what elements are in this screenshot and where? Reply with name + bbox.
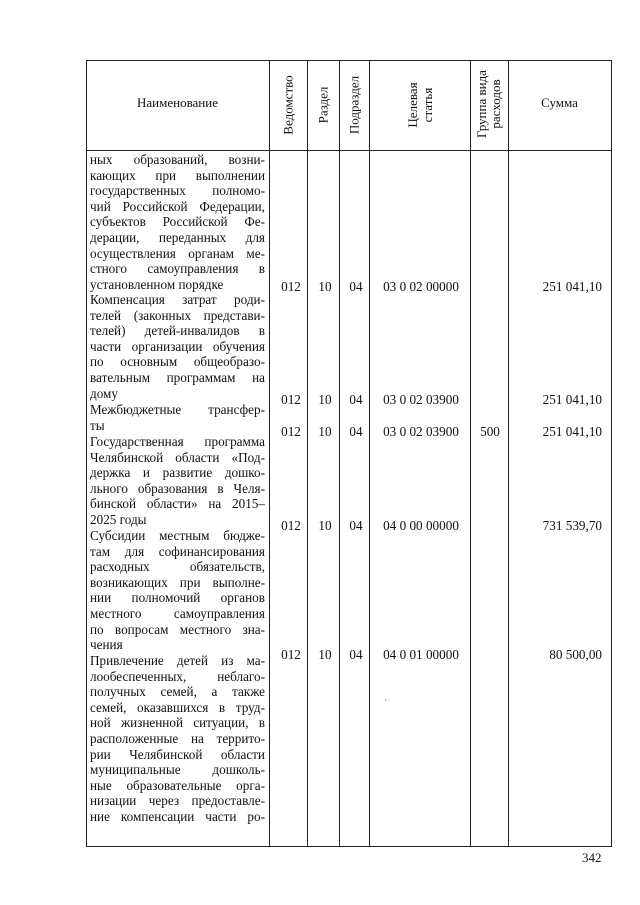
row-2-razdel: 10 [318, 392, 332, 407]
row-4-line: держка и развитие дошко- [90, 465, 265, 481]
col-border-name [269, 60, 270, 846]
row-5-razdel: 10 [318, 647, 332, 662]
row-4-celevaya: 04 0 00 00000 [383, 518, 459, 533]
row-5-line: возникающих при выполне- [90, 574, 265, 590]
row-5-vedomstvo: 012 [281, 647, 301, 662]
row-4-line: бинской области» на 2015– [90, 496, 265, 512]
row-2-line: дому [90, 385, 118, 401]
row-4-line: Челябинской области «Под- [90, 449, 265, 465]
col-border-left [86, 60, 87, 846]
row-6-line: лообеспеченных, неблаго- [90, 668, 265, 684]
row-1-line: субъектов Российской Фе- [90, 214, 265, 230]
row-5-podrazdel: 04 [349, 647, 363, 662]
header-razdel: Раздел [315, 86, 331, 124]
row-6-line: расположенные на террито- [90, 730, 265, 746]
row-4-razdel: 10 [318, 518, 332, 533]
row-5-line: чения [90, 637, 123, 653]
row-3-podrazdel: 04 [349, 424, 363, 439]
row-2-vedomstvo: 012 [281, 392, 301, 407]
row-2-line: телей (законных представи- [90, 307, 265, 323]
row-6-line: получных семей, а также [90, 684, 265, 700]
row-2-line: части организации обучения [90, 338, 265, 354]
row-5-name [90, 528, 265, 653]
col-border-right [611, 60, 612, 846]
page-number: 342 [582, 850, 602, 865]
row-3-line: Межбюджетные трансфер- [90, 402, 265, 417]
row-3-summa: 251 041,10 [542, 424, 602, 439]
row-5-line: местного самоуправления [90, 605, 265, 621]
row-6-name [90, 653, 265, 825]
row-1-summa: 251 041,10 [542, 279, 602, 294]
row-6-line: ной жизненной ситуации, в [90, 715, 265, 731]
row-2-line: телей) детей-инвалидов в [90, 323, 265, 339]
row-6-line: ные образовательные орга- [90, 777, 265, 793]
row-2-summa: 251 041,10 [542, 392, 602, 407]
row-3-vedomstvo: 012 [281, 424, 301, 439]
header-podrazdel: Подраздел [346, 75, 362, 135]
row-2-name [90, 292, 265, 401]
row-1-celevaya: 03 0 02 00000 [383, 279, 459, 294]
header-celevaya: Целевая статья [405, 82, 435, 128]
header-name: Наименование [137, 95, 218, 110]
row-4-podrazdel: 04 [349, 518, 363, 533]
row-2-podrazdel: 04 [349, 392, 363, 407]
row-1-vedomstvo: 012 [281, 279, 301, 294]
row-6-line: семей, оказавшихся в труд- [90, 699, 265, 715]
row-4-line: Государственная программа [90, 434, 265, 449]
table-bottom-border [86, 846, 612, 847]
row-2-line: Компенсация затрат роди- [90, 292, 265, 307]
row-6-line: муниципальные дошколь- [90, 762, 265, 778]
row-1-line: осуществления органам ме- [90, 245, 265, 261]
row-1-line: государственных полномо- [90, 183, 265, 199]
row-1-name [90, 152, 265, 292]
scan-mark: ` [384, 698, 387, 708]
header-vedomstvo: Ведомство [280, 75, 296, 135]
row-6-line: ние компенсации части ро- [90, 808, 265, 824]
row-1-razdel: 10 [318, 279, 332, 294]
row-1-line: стного самоуправления в [90, 261, 265, 277]
table-top-border [86, 60, 612, 61]
row-5-line: нии полномочий органов [90, 590, 265, 606]
row-4-vedomstvo: 012 [281, 518, 301, 533]
row-2-celevaya: 03 0 02 03900 [383, 392, 459, 407]
row-6-line: Привлечение детей из ма- [90, 653, 265, 668]
row-1-line: дерации, переданных для [90, 229, 265, 245]
row-4-summa: 731 539,70 [542, 518, 602, 533]
row-4-line: 2025 годы [90, 511, 147, 527]
header-summa: Сумма [541, 95, 578, 110]
row-5-celevaya: 04 0 01 00000 [383, 647, 459, 662]
row-1-line: кающих при выполнении [90, 167, 265, 183]
col-border-celevaya [470, 60, 471, 846]
row-6-line: низации через предоставле- [90, 793, 265, 809]
row-5-line: расходных обязательств, [90, 559, 265, 575]
row-5-line: по вопросам местного зна- [90, 621, 265, 637]
row-1-line: установленном порядке [90, 276, 224, 292]
col-border-podrazdel [369, 60, 370, 846]
row-5-line: Субсидии местным бюдже- [90, 528, 265, 543]
col-border-gruppa [508, 60, 509, 846]
col-border-vedomstvo [307, 60, 308, 846]
row-1-podrazdel: 04 [349, 279, 363, 294]
row-1-line: чий Российской Федерации, [90, 198, 265, 214]
row-4-line: льного образования в Челя- [90, 480, 265, 496]
row-3-celevaya: 03 0 02 03900 [383, 424, 459, 439]
row-6-line: рии Челябинской области [90, 746, 265, 762]
row-3-name [90, 402, 265, 433]
col-border-razdel [339, 60, 340, 846]
row-5-summa: 80 500,00 [549, 647, 602, 662]
row-2-line: вательным программам на [90, 369, 265, 385]
header-bottom-border [86, 150, 612, 151]
row-1-line: ных образований, возни- [90, 152, 265, 167]
row-3-line: ты [90, 417, 105, 433]
row-3-razdel: 10 [318, 424, 332, 439]
row-3-gruppa: 500 [480, 424, 500, 439]
row-4-name [90, 434, 265, 528]
header-gruppa: Группа вида расходов [474, 70, 503, 138]
row-2-line: по основным общеобразо- [90, 354, 265, 370]
row-5-line: там для софинансирования [90, 543, 265, 559]
